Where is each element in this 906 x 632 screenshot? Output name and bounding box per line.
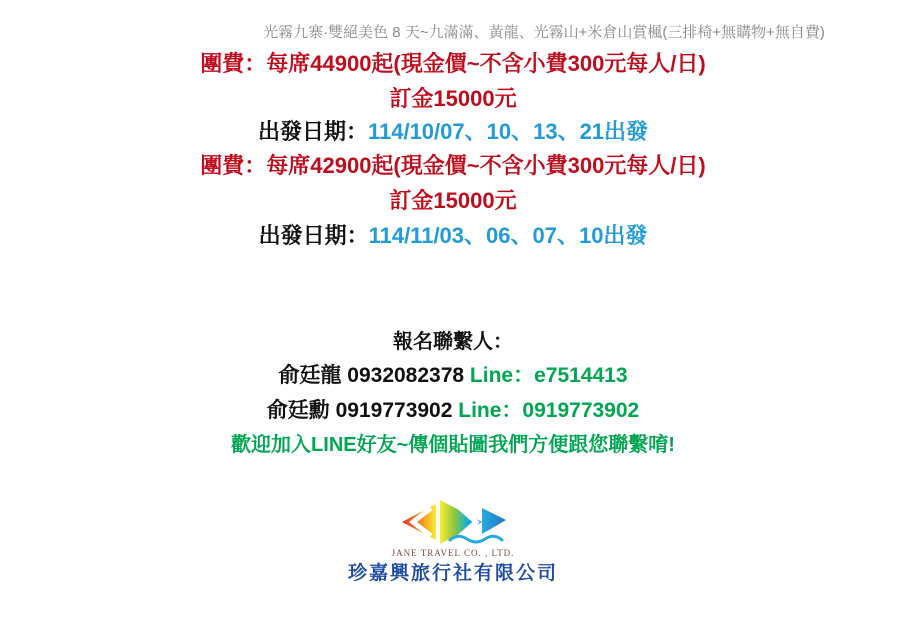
logo-caption: JANE TRAVEL CO. , LTD. <box>391 548 515 558</box>
fee-line-2: 團費：每席42900起(現金價~不含小費300元每人/日) <box>200 153 706 178</box>
departure-label-2: 出發日期： <box>258 223 369 248</box>
company-name: 珍嘉興旅行社有限公司 <box>347 563 558 584</box>
departure-line-2 <box>0 222 906 250</box>
fish-logo-icon <box>398 498 508 548</box>
tour-title: 光霧九寨·雙絕美色 8 天~九滿滿、黃龍、光霧山+米倉山賞楓(三排椅+無購物+無自費) <box>263 24 825 41</box>
line-invite-message: 歡迎加入LINE好友~傳個貼圖我們方便跟您聯繫唷! <box>231 434 675 456</box>
departure-line-1 <box>0 118 906 146</box>
departure-dates-1: 114/10/07、10、13、21出發 <box>367 119 649 144</box>
contact-heading: 報名聯繫人： <box>393 331 513 353</box>
departure-label-1: 出發日期： <box>257 119 368 144</box>
departure-dates-2: 114/11/03、06、07、10出發 <box>368 223 648 248</box>
contact-name-phone-1: 俞廷龍 0932082378 <box>278 364 470 387</box>
contact-person-1 <box>0 363 906 389</box>
company-logo <box>0 498 906 554</box>
contact-person-2 <box>0 398 906 424</box>
contact-line-id-2: Line：0919773902 <box>458 399 640 422</box>
deposit-line-2: 訂金15000元 <box>389 188 517 213</box>
deposit-line-1: 訂金15000元 <box>389 86 517 111</box>
fee-line-1: 團費：每席44900起(現金價~不含小費300元每人/日) <box>200 51 706 76</box>
contact-name-phone-2: 俞廷勳 0919773902 <box>266 399 459 422</box>
contact-line-id-1: Line：e7514413 <box>469 364 628 387</box>
